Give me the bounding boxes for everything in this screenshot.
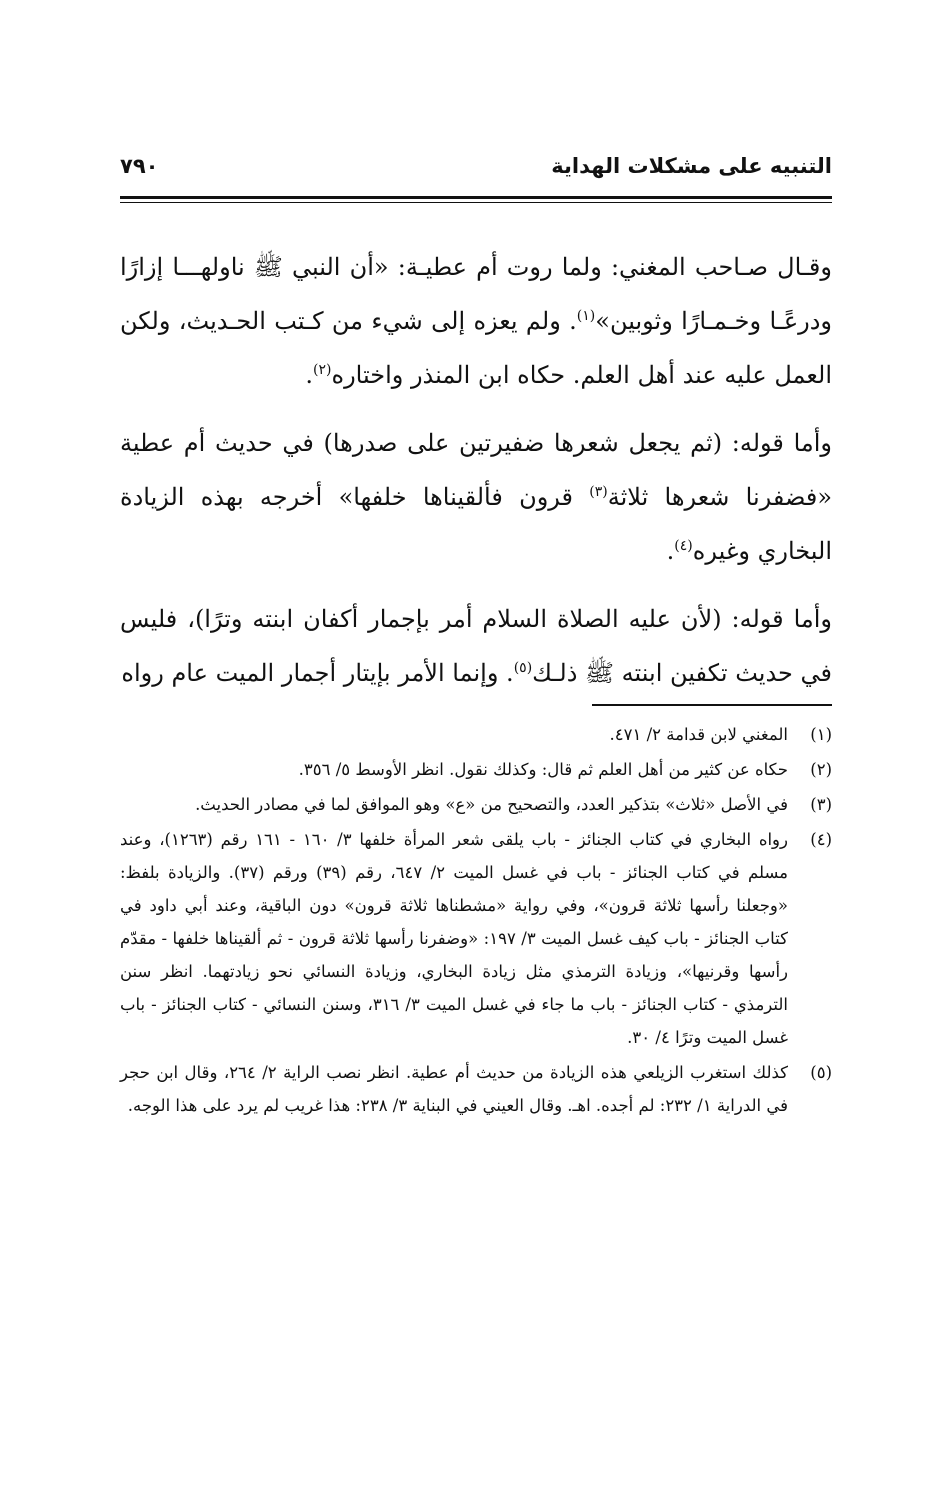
footnote-4: [120, 823, 832, 1054]
footnote-text: في الأصل «ثلاث» بتذكير العدد، والتصحيح من «ع» وهو الموافق لما في مصادر الحديث.: [195, 795, 788, 814]
paragraph-1: [120, 240, 832, 402]
footnote-text: حكاه عن كثير من أهل العلم ثم قال: وكذلك نقول. انظر الأوسط ٥/ ٣٥٦.: [298, 760, 788, 779]
main-text: [120, 240, 832, 714]
p2-text-c: .: [666, 537, 675, 565]
footnote-ref-4: (٤): [674, 538, 693, 554]
p1-text-b: . ولم يعزه إلى شيء من كـتب الحـديث، ولكن العمل عليه عند أهل العلم. حكاه ابن المنذر واختاره: [120, 307, 832, 389]
footnotes: [120, 718, 832, 1124]
page-number: ٧٩٠: [120, 154, 159, 178]
paragraph-3: [120, 592, 832, 700]
footnote-text: كذلك استغرب الزيلعي هذه الزيادة من حديث أم عطية. انظر نصب الراية ٢/ ٢٦٤، وقال ابن حجر في الدراية ١/ ٢٣٢: لم أجده. اهـ. وقال العيني في البناية ٣/ ٢٣٨: هذا غريب لم يرد على هذا الوجه.: [120, 1063, 789, 1115]
footnote-ref-1: (١): [576, 308, 596, 324]
footnote-5: [120, 1056, 832, 1122]
footnote-number: (٢): [810, 760, 832, 779]
footnote-text: المغني لابن قدامة ٢/ ٤٧١.: [609, 725, 788, 744]
footnote-text: رواه البخاري في كتاب الجنائز - باب يلقى شعر المرأة خلفها ٣/ ١٦٠ - ١٦١ رقم (١٢٦٣)، وعند مسلم في كتاب الجنائز - باب في غسل الميت ٢/ ٦٤٧، رقم (٣٩) ورقم (٣٧). والزيادة بلفظ: «وجعلنا رأسها ثلاثة قرون»، وفي رواية «مشطناها ثلاثة قرون» دون الباقية، وعند أبي داود في كتاب الجنائز - باب كيف غسل الميت ٣/ ١٩٧: «وضفرنا رأسها ثلاثة قرون - ثم ألقيناها خلفها - مقدّم رأسها وقرنيها»، وزيادة الترمذي مثل زيادة البخاري، وزيادة النسائي نحو زيادتهما. انظر سنن الترمذي - كتاب الجنائز - باب ما جاء في غسل الميت ٣/ ٣١٦، وسنن النسائي - كتاب الجنائز - باب غسل الميت وترًا ٤/ ٣٠.: [120, 830, 788, 1047]
p1-text-a: وقـال صـاحب المغني: ولما روت أم عطيـة: «أن النبي ﷺ ناولهـــا إزارًا ودرعًـا وخـمـارًا وثوبين»: [120, 253, 833, 335]
footnote-number: (١): [810, 725, 832, 744]
p3-text-a: وأما قوله: (لأن عليه الصلاة السلام أمر بإجمار أكفان ابنته وترًا)، فليس في حديث تكفين ابنته ﷺ ذلـك: [120, 605, 832, 687]
header-rule-thin: [120, 202, 832, 203]
footnote-separator: [592, 704, 832, 706]
footnote-3: [120, 788, 832, 821]
header-rule-thick: [120, 196, 832, 199]
paragraph-2: [120, 416, 832, 578]
p1-text-c: .: [305, 361, 314, 389]
p2-text-a: وأما قوله: (ثم يجعل شعرها ضفيرتين على صدرها) في حديث أم عطية «فضفرنا شعرها ثلاثة: [120, 429, 833, 511]
p2-text-b: قرون فألقيناها خلفها» أخرجه بهذه الزيادة البخاري وغيره: [120, 483, 832, 565]
footnote-2: [120, 753, 832, 786]
footnote-number: (٣): [810, 795, 832, 814]
footnote-number: (٤): [810, 830, 832, 849]
footnote-1: [120, 718, 832, 751]
header-title: التنبيه على مشكلات الهداية: [551, 154, 832, 178]
footnote-ref-5: (٥): [513, 660, 533, 676]
running-header: [120, 150, 832, 190]
p3-text-b: . وإنما الأمر بإيتار أجمار الميت عام رواه: [121, 659, 514, 687]
footnote-ref-3: (٣): [589, 484, 608, 500]
footnote-ref-2: (٢): [313, 362, 332, 378]
footnote-number: (٥): [810, 1063, 832, 1082]
